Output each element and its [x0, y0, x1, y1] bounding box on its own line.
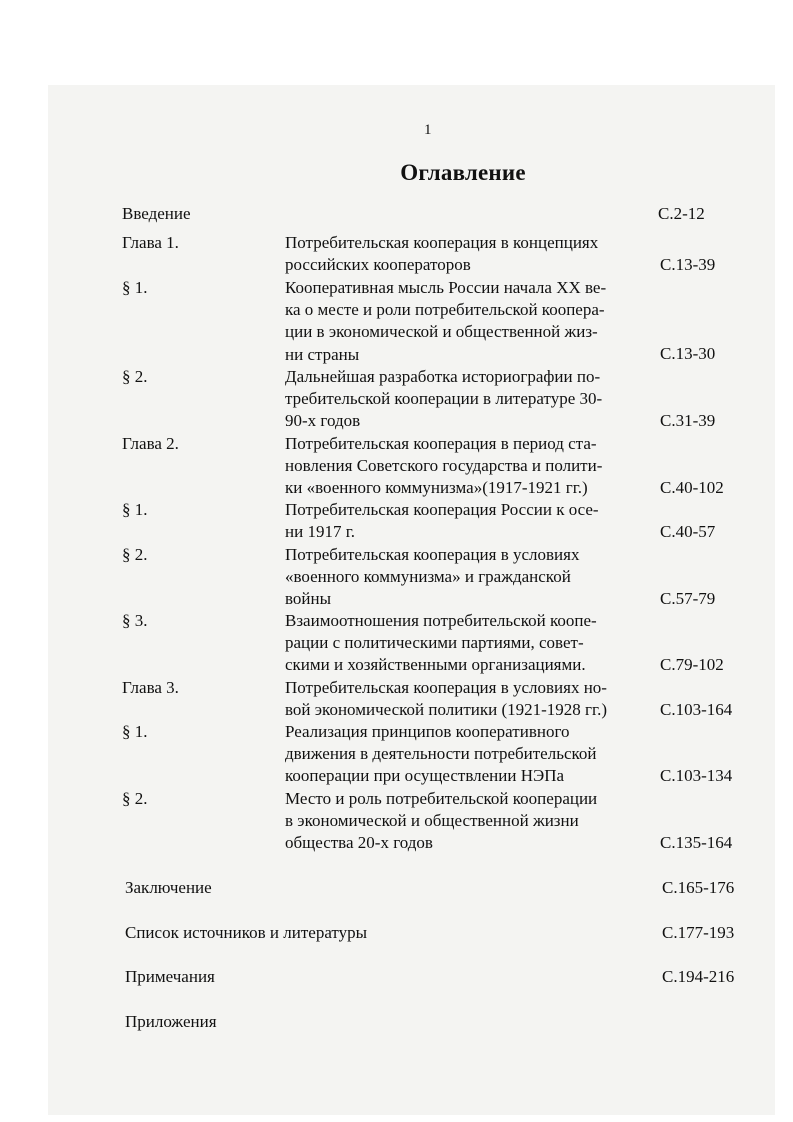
toc-entry-label: Примечания: [125, 967, 215, 986]
toc-title: Оглавление: [400, 160, 526, 185]
toc-entry-label: Глава 1.: [122, 233, 179, 252]
toc-entry-line: Потребительская кооперация в условиях но-: [285, 678, 607, 697]
toc-entry-label: § 1.: [122, 500, 148, 519]
toc-entry-line: Место и роль потребительской кооперации: [285, 789, 598, 808]
toc-entry-pages: С.79-102: [660, 655, 724, 674]
toc-entry-pages: С.103-134: [660, 766, 733, 785]
toc-entry-pages: С.40-102: [660, 478, 724, 497]
toc-entry-pages: С.13-39: [660, 255, 716, 274]
toc-entry-label: § 1.: [122, 722, 148, 741]
toc-entry-text: [285, 433, 655, 500]
toc-entry-line: кооперации при осуществлении НЭПа: [285, 766, 565, 786]
toc-entry-line: ки «военного коммунизма»(1917-1921 гг.): [285, 478, 588, 498]
toc-entry-pages: С.103-164: [660, 700, 733, 719]
toc-entry-line: Потребительская кооперация в концепциях: [285, 233, 599, 252]
toc-entry-pages: С.165-176: [662, 878, 735, 897]
toc-entry-label: § 3.: [122, 611, 148, 630]
toc-entry-text: [285, 610, 655, 677]
toc-entry-line: 90-х годов: [285, 411, 361, 431]
toc-entry-line: рации с политическими партиями, совет-: [285, 633, 584, 653]
toc-entry-label: § 2.: [122, 789, 148, 808]
toc-entry-pages: С.2-12: [658, 204, 705, 223]
toc-entry-label: Список источников и литературы: [125, 923, 368, 942]
toc-entry-text: [285, 499, 655, 543]
toc-entry-pages: С.57-79: [660, 589, 716, 608]
toc-entry-line: движения в деятельности потребительской: [285, 744, 597, 764]
toc-entry-pages: С.177-193: [662, 923, 735, 942]
toc-entry-line: российских кооператоров: [285, 255, 471, 275]
toc-entry-pages: С.135-164: [660, 833, 733, 852]
toc-entry-text: [285, 721, 655, 788]
toc-entry-pages: С.31-39: [660, 411, 716, 430]
toc-entry-line: скими и хозяйственными организациями.: [285, 655, 586, 675]
toc-entry-line: требительской кооперации в литературе 30-: [285, 389, 603, 409]
toc-entry-text: [285, 788, 655, 855]
toc-entry-label: § 2.: [122, 367, 148, 386]
toc-entry-pages: С.40-57: [660, 522, 716, 541]
toc-entry-line: ции в экономической и общественной жиз-: [285, 322, 598, 342]
toc-entry-text: [285, 277, 655, 366]
toc-entry-text: [285, 232, 655, 276]
toc-entry-line: ни страны: [285, 344, 360, 364]
toc-entry-line: ни 1917 г.: [285, 522, 356, 542]
toc-entry-line: в экономической и общественной жизни: [285, 811, 579, 831]
toc-entry-label: Приложения: [125, 1012, 217, 1031]
toc-entry-text: [285, 544, 655, 611]
toc-entry-text: [285, 366, 655, 433]
toc-entry-pages: С.194-216: [662, 967, 735, 986]
toc-entry-text: [285, 677, 655, 721]
toc-entry-line: Потребительская кооперация в период ста-: [285, 434, 597, 453]
toc-entry-label: § 1.: [122, 278, 148, 297]
toc-entry-line: «военного коммунизма» и гражданской: [285, 567, 571, 587]
toc-entry-line: новления Советского государства и полити-: [285, 456, 603, 476]
toc-entry-label: § 2.: [122, 545, 148, 564]
toc-entry-label: Введение: [122, 204, 191, 223]
toc-entry-label: Глава 3.: [122, 678, 179, 697]
toc-entry-line: Взаимоотношения потребительской коопе-: [285, 611, 597, 630]
toc-entry-label: Заключение: [125, 878, 212, 897]
toc-entry-label: Глава 2.: [122, 434, 179, 453]
page-number: 1: [424, 122, 432, 138]
toc-entry-line: Потребительская кооперация России к осе-: [285, 500, 599, 519]
toc-entry-line: Кооперативная мысль России начала XX ве-: [285, 278, 607, 297]
toc-entry-line: Реализация принципов кооперативного: [285, 722, 570, 741]
toc-entry-line: ка о месте и роли потребительской коопера-: [285, 300, 605, 320]
toc-entry-line: Дальнейшая разработка историографии по-: [285, 367, 601, 386]
toc-entry-pages: С.13-30: [660, 344, 716, 363]
toc-entry-line: Потребительская кооперация в условиях: [285, 545, 580, 564]
toc-entry-line: общества 20-х годов: [285, 833, 433, 853]
toc-entry-line: вой экономической политики (1921-1928 гг.): [285, 700, 607, 720]
toc-entry-line: войны: [285, 589, 332, 609]
